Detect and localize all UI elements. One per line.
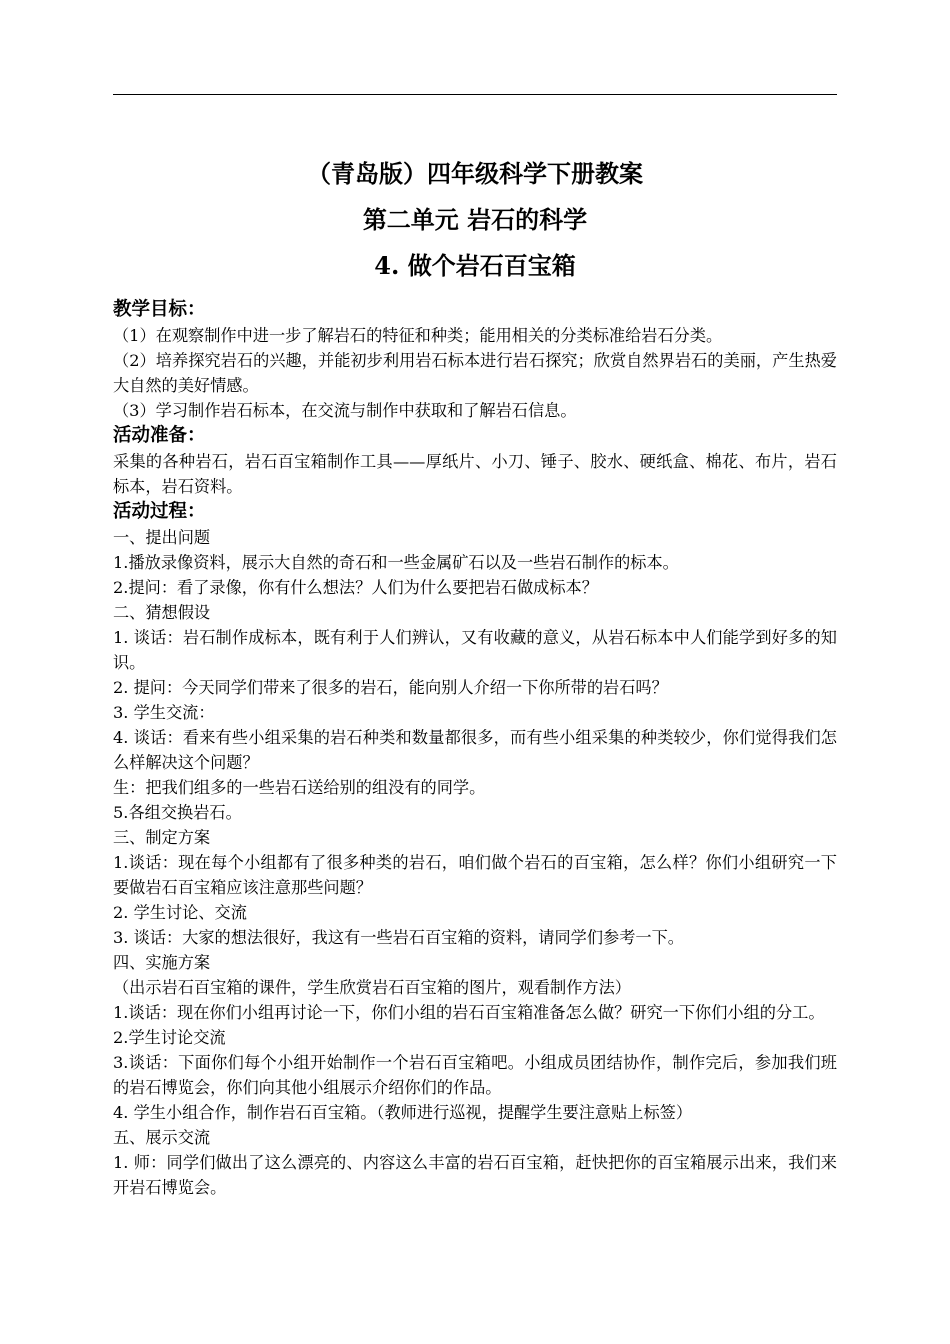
process-item: 1. 谈话：岩石制作成标本，既有利于人们辨认，又有收藏的意义，从岩石标本中人们能学到好多的知识。 xyxy=(113,628,837,672)
process-item: 2. 提问：今天同学们带来了很多的岩石，能向别人介绍一下你所带的岩石吗？ xyxy=(113,678,668,697)
process-item: （出示岩石百宝箱的课件，学生欣赏岩石百宝箱的图片，观看制作方法） xyxy=(113,978,631,997)
main-title: （青岛版）四年级科学下册教案 xyxy=(307,159,643,188)
process-item: 2.提问：看了录像，你有什么想法？人们为什么要把岩石做成标本？ xyxy=(113,578,598,597)
preparation-heading: 活动准备： xyxy=(113,425,206,446)
goals-heading: 教学目标： xyxy=(113,299,206,320)
process-item: 1.谈话：现在你们小组再讨论一下，你们小组的岩石百宝箱准备怎么做？研究一下你们小组的分工。 xyxy=(113,1003,825,1022)
goal-item: （1）在观察制作中进一步了解岩石的特征和种类；能用相关的分类标准给岩石分类。 xyxy=(113,326,723,345)
process-item: 生：把我们组多的一些岩石送给别的组没有的同学。 xyxy=(113,778,486,797)
header-rule xyxy=(113,94,837,95)
process-item: 1.播放录像资料，展示大自然的奇石和一些金属矿石以及一些岩石制作的标本。 xyxy=(113,553,679,572)
process-step-title: 四、实施方案 xyxy=(113,953,211,972)
process-item: 5.各组交换岩石。 xyxy=(113,803,242,822)
document-body xyxy=(113,297,837,1200)
preparation-item: 采集的各种岩石，岩石百宝箱制作工具——厚纸片、小刀、锤子、胶水、硬纸盒、棉花、布片，岩石标本，岩石资料。 xyxy=(113,452,837,496)
process-item: 4. 学生小组合作，制作岩石百宝箱。（教师进行巡视，提醒学生要注意贴上标签） xyxy=(113,1103,693,1122)
process-step-title: 一、提出问题 xyxy=(113,528,211,547)
process-item: 3. 学生交流： xyxy=(113,703,215,722)
process-heading: 活动过程： xyxy=(113,501,206,522)
process-item: 3.谈话：下面你们每个小组开始制作一个岩石百宝箱吧。小组成员团结协作，制作完后，参加我们班的岩石博览会，你们向其他小组展示介绍你们的作品。 xyxy=(113,1053,837,1097)
process-step-title: 三、制定方案 xyxy=(113,828,211,847)
title-block xyxy=(113,151,837,289)
process-item: 4. 谈话：看来有些小组采集的岩石种类和数量都很多，而有些小组采集的种类较少，你们觉得我们怎么样解决这个问题？ xyxy=(113,728,837,772)
process-step-title: 五、展示交流 xyxy=(113,1128,211,1147)
process-item: 2. 学生讨论、交流 xyxy=(113,903,247,922)
process-item: 3. 谈话：大家的想法很好，我这有一些岩石百宝箱的资料，请同学们参考一下。 xyxy=(113,928,684,947)
process-item: 2.学生讨论交流 xyxy=(113,1028,226,1047)
process-item: 1. 师：同学们做出了这么漂亮的、内容这么丰富的岩石百宝箱，赶快把你的百宝箱展示出来，我们来开岩石博览会。 xyxy=(113,1153,837,1197)
lesson-title: 4. 做个岩石百宝箱 xyxy=(374,251,576,280)
unit-title: 第二单元 岩石的科学 xyxy=(362,205,588,234)
goal-item: （3）学习制作岩石标本，在交流与制作中获取和了解岩石信息。 xyxy=(113,401,577,420)
process-step-title: 二、猜想假设 xyxy=(113,603,211,622)
process-item: 1.谈话：现在每个小组都有了很多种类的岩石，咱们做个岩石的百宝箱，怎么样？你们小组研究一下要做岩石百宝箱应该注意那些问题？ xyxy=(113,853,837,897)
goal-item: （2）培养探究岩石的兴趣，并能初步利用岩石标本进行岩石探究；欣赏自然界岩石的美丽，产生热爱大自然的美好情感。 xyxy=(113,351,837,395)
